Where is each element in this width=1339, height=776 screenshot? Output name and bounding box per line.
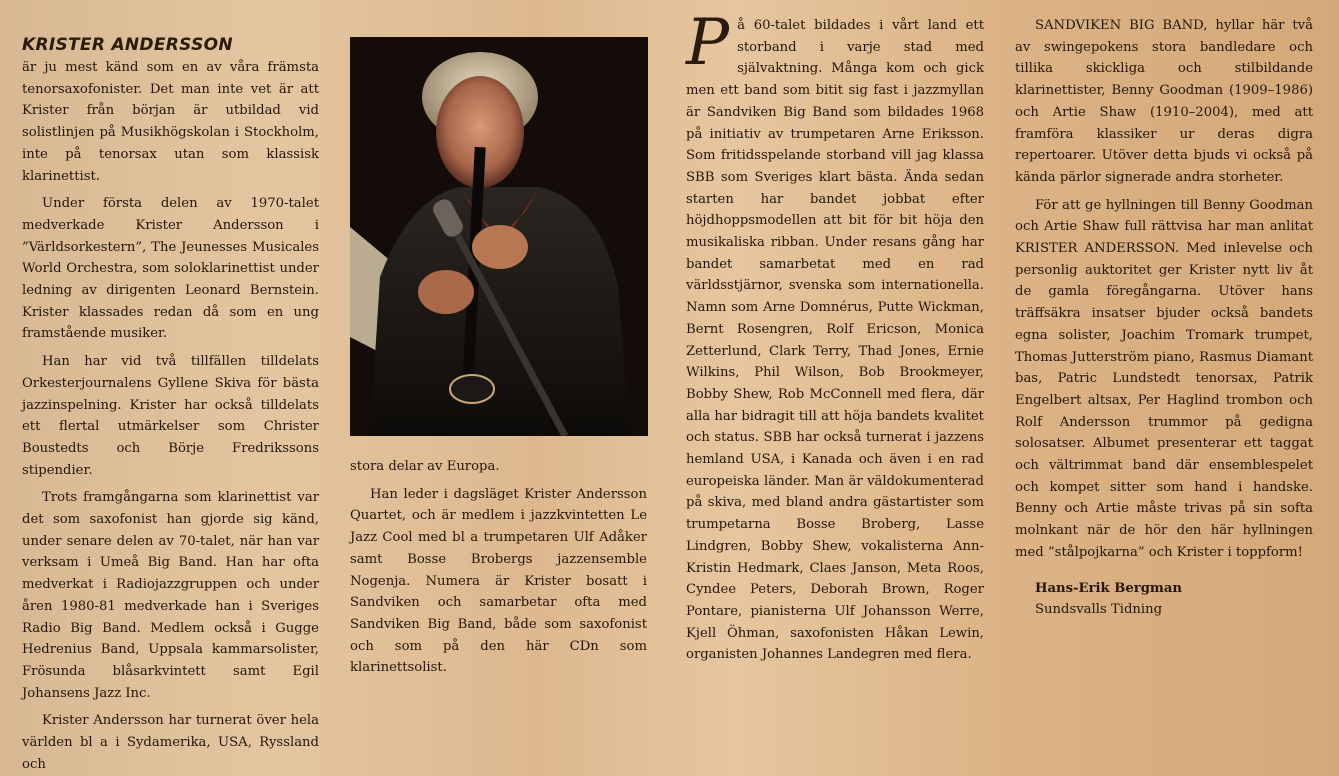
column-4 [1015,15,1313,621]
photo-illustration [350,37,648,436]
column-1 [22,33,319,776]
clarinetist-photo [350,37,648,436]
article-heading: KRISTER ANDERSSON [22,35,233,55]
col2-paragraph-2: Han leder i dagsläget Krister Andersson Quartet, och är medlem i jazzkvintetten Le Jazz Cool med bl a trumpetaren Ulf Adåker samt Bosse Brobergs jazzensemble Nogenja. Numera är Krister bosatt i Sandviken och samarbetar ofta med Sandviken Big Band, både som saxofonist och som på den här CDn som klarinettsolist. [350,486,647,676]
col1-paragraph-3: Han har vid två tillfällen tilldelats Orkesterjournalens Gyllene Skiva för bästa jazzinspelning. Krister har också tilldelats ett flertal utmärkelser som Christer Boustedts och Börje Fredrikssons stipendier. [22,354,319,478]
col1-paragraph-5: Krister Andersson har turnerat över hela världen bl a i Sydamerika, USA, Ryssland och [22,713,319,772]
column-2 [350,456,647,679]
col3-paragraph-1-text: å 60-talet bildades i vårt land ett storband i varje stad med självaktning. Många kom och gick men ett band som bitit sig fast i jazzmyllan är Sandviken Big Band som bildades 1968 på initiativ av trumpetaren Arne Eriksson. Som fritidsspelande storband vill jag klassa SBB som Sveriges klart bästa. Ända sedan starten har bandet jobbat efter höjdhoppsmodellen att bit för bit höja den musikaliska ribban. Under resans gång har bandet samarbetat med en rad världsstjärnor, svenska som internationella. Namn som Arne Domnérus, Putte Wickman, Bernt Rosengren, Rolf Ericson, Monica Zetterlund, Clark Terry, Thad Jones, Ernie Wilkins, Phil Wilson, Bob Brookmeyer, Bobby Shew, Rob McConnell med flera, där alla har bidragit till att höja bandets kvalitet och status. SBB har också turnerat i jazzens hemland USA, i Kanada och även i en rad europeiska länder. Man är väldokumenterad på skiva, med bland andra gästartister som trumpetarna Bosse Broberg, Lasse Lindgren, Bobby Shew, vokalisterna Ann-Kristin Hedmark, Claes Janson, Meta Roos, Cyndee Peters, Deborah Brown, Roger Pontare, pianisterna Ulf Johansson Werre, Kjell Öhman, saxofonisten Håkan Lewin, organisten Johannes Landegren med flera. [686,18,984,663]
col1-paragraph-4: Trots framgångarna som klarinettist var det som saxofonist han gjorde sig känd, under senare delen av 70-talet, när han var verksam i Umeå Big Band. Han har ofta medverkat i Radiojazzgruppen och under åren 1980-81 medverkade han i Sveriges Radio Big Band. Medlem också i Gugge Hedrenius Band, Uppsala kammarsolister, Frösunda blåsarkvintett samt Egil Johansens Jazz Inc. [22,490,319,701]
drop-cap: P [686,6,730,80]
col4-paragraph-2: För att ge hyllningen till Benny Goodman och Artie Shaw full rättvisa har man anlitat KRISTER ANDERSSON. Med inlevelse och personlig auktoritet ger Krister nytt liv åt de gamla föregångarna. Utöver hans träffsäkra insatser bjuder också bandets egna solister, Joachim Tromark trumpet, Thomas Jutterström piano, Rasmus Diamant bas, Patric Lundstedt tenorsax, Patrik Engelbert altsax, Per Haglind trombon och Rolf Andersson trummor på gedigna solosatser. Albumet presenterar ett taggat och vältrimmat band där ensemblespelet och kompet sitter som hand i handske. Benny och Artie måste trivas på sin softa molnkant när de hör den här hyllningen med ”stålpojkarna” och Krister i toppform! [1015,197,1313,560]
col1-paragraph-1: är ju mest känd som en av våra främsta tenorsaxofonister. Det man inte vet är att Krister från början är utbildad vid solistlinjen på Musikhögskolan i Stockholm, inte på tenorsax utan som klassisk klarinettist. [22,60,319,184]
col4-paragraph-1: SANDVIKEN BIG BAND, hyllar här två av swingepokens stora bandledare och tillika skickliga och stilbildande klarinettister, Benny Goodman (1909–1986) och Artie Shaw (1910–2004), med att framföra klassiker ur deras digra repertoarer. Utöver detta bjuds vi också på kända pärlor signerade andra storheter. [1015,18,1313,185]
col2-paragraph-1: stora delar av Europa. [350,459,500,474]
byline-author: Hans-Erik Bergman [1035,580,1183,596]
byline [1015,578,1313,621]
col3-paragraph-1 [686,6,984,666]
byline-source: Sundsvalls Tidning [1035,602,1163,618]
column-3 [686,6,984,666]
col1-paragraph-2: Under första delen av 1970-talet medverkade Krister Andersson i ”Världsorkestern”, The Jeunesses Musicales World Orchestra, som soloklarinettist under ledning av dirigenten Leonard Bernstein. Krister klassades redan då som en ung framstående musiker. [22,196,319,342]
